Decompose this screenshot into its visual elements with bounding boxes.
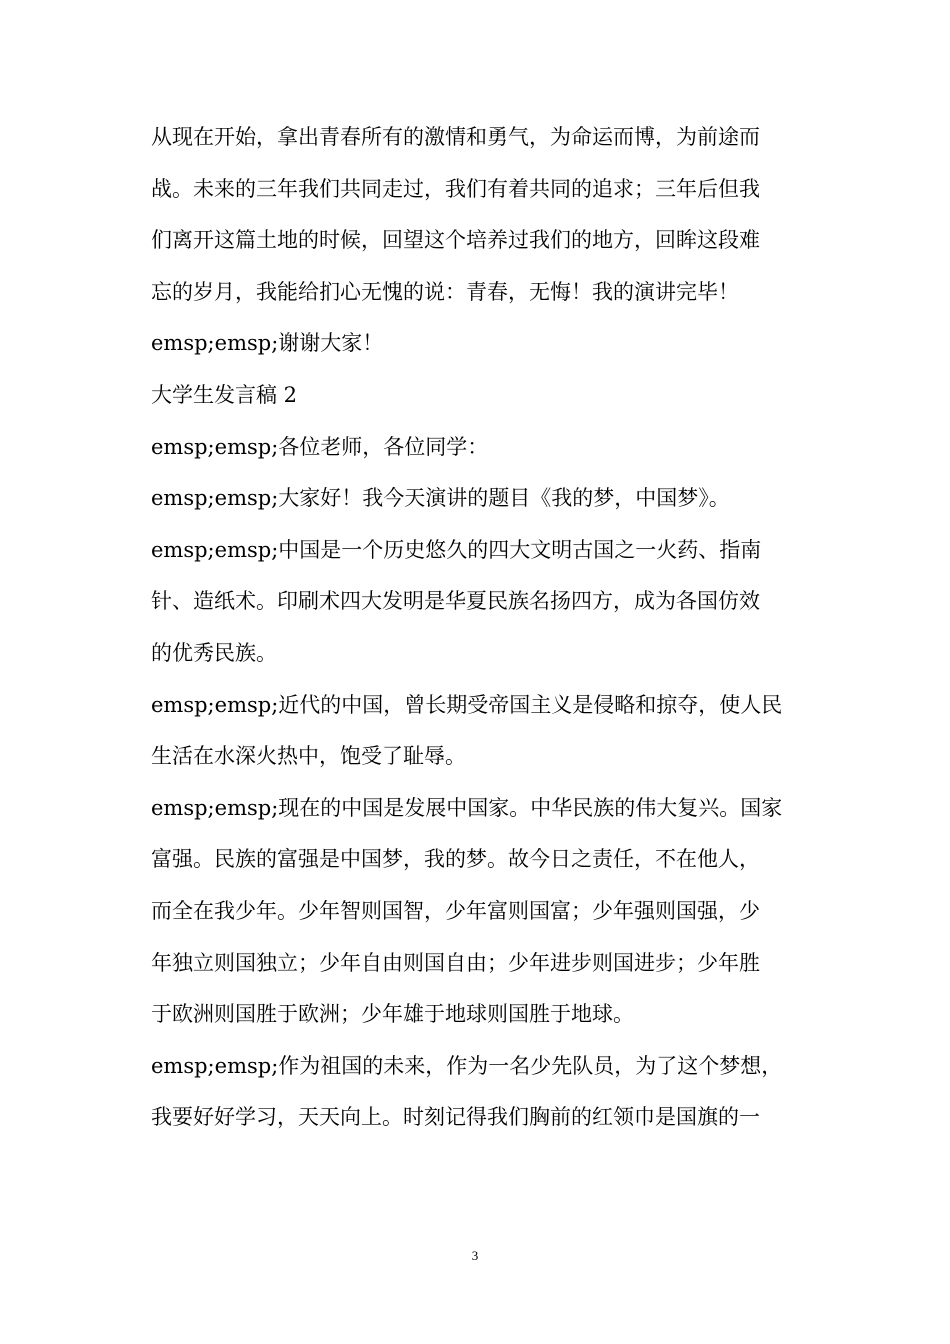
text-line: 忘的岁月，我能给扪心无愧的说：青春，无悔！我的演讲完毕！ [151,279,739,304]
text-line: emsp;emsp;现在的中国是发展中国家。中华民族的伟大复兴。国家 [151,795,783,820]
text-line: 针、造纸术。印刷术四大发明是华夏民族名扬四方，成为各国仿效 [151,589,760,614]
text-line: emsp;emsp;近代的中国，曾长期受帝国主义是侵略和掠夺，使人民 [151,692,783,717]
text-line: emsp;emsp;各位老师，各位同学： [151,434,489,459]
text-line: 我要好好学习，天天向上。时刻记得我们胸前的红领巾是国旗的一 [151,1105,760,1130]
text-line: 生活在水深火热中，饱受了耻辱。 [151,744,466,769]
text-line: 从现在开始，拿出青春所有的激情和勇气，为命运而博，为前途而 [151,125,760,149]
text-line: emsp;emsp;谢谢大家！ [151,331,384,356]
text-line: 富强。民族的富强是中国梦，我的梦。故今日之责任，不在他人， [151,847,760,872]
text-line: 的优秀民族。 [151,640,277,665]
text-line: emsp;emsp;作为祖国的未来，作为一名少先队员，为了这个梦想， [151,1053,783,1078]
text-line: 于欧洲则国胜于欧洲；少年雄于地球则国胜于地球。 [151,1002,634,1027]
text-line: 年独立则国独立；少年自由则国自由；少年进步则国进步；少年胜 [151,950,760,975]
page-number: 3 [471,1248,479,1263]
text-line: 们离开这篇土地的时候，回望这个培养过我们的地方，回眸这段难 [151,228,760,253]
text-line: 而全在我少年。少年智则国智，少年富则国富；少年强则国强，少 [151,898,760,923]
text-line: emsp;emsp;大家好！我今天演讲的题目《我的梦，中国梦》。 [151,486,730,511]
text-line: 战。未来的三年我们共同走过，我们有着共同的追求；三年后但我 [151,176,760,201]
text-line: emsp;emsp;中国是一个历史悠久的四大文明古国之一火药、指南 [151,537,762,562]
page-body-text [151,112,811,1144]
section-heading: 大学生发言稿 2 [151,382,298,407]
